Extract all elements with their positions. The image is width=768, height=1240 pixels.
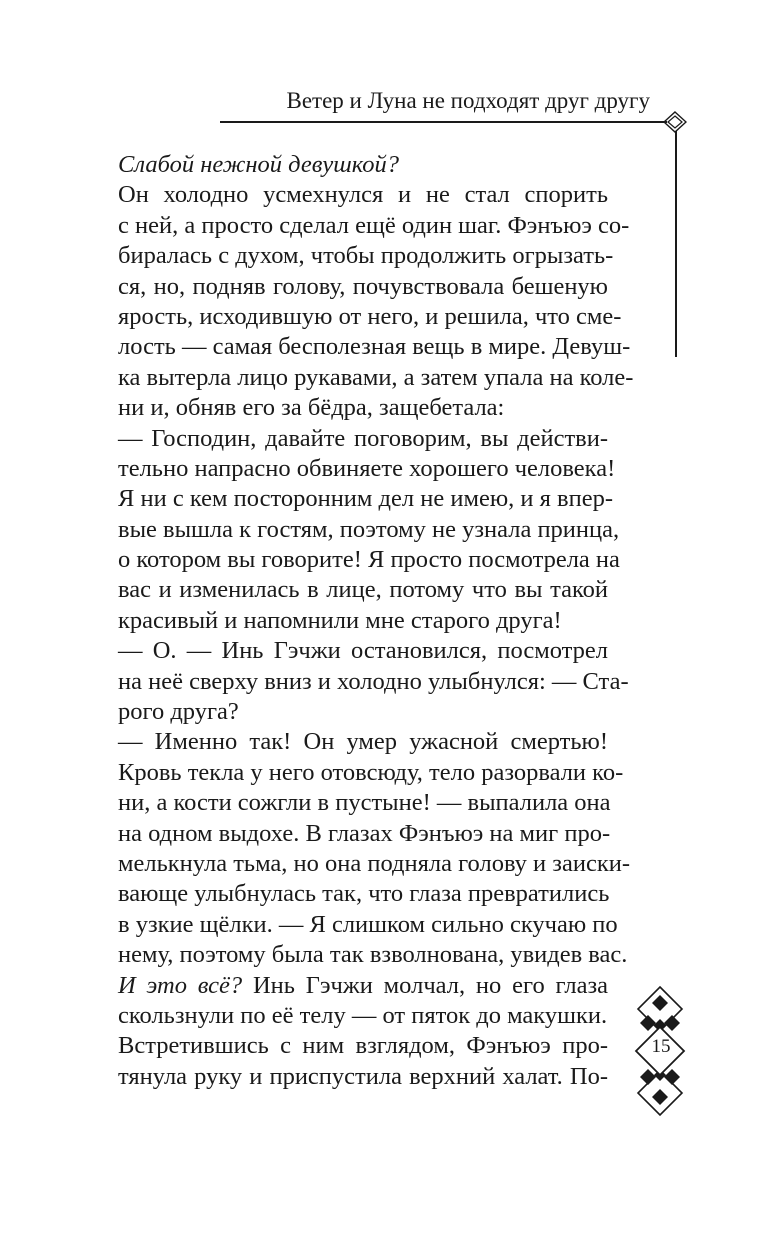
corner-diamond-ornament [663,111,687,133]
text-line: тянула руку и приспустила верхний халат. По- [118,1062,608,1090]
text-line: — Именно так! Он умер ужасной смертью! [118,728,608,756]
side-rule [675,131,677,357]
text-line: ся, но, подняв голову, почувствовала бешеную [118,272,608,300]
page-body-text [118,150,634,1092]
text-line: — Господин, давайте поговорим, вы действи- [118,424,608,452]
text-line: вые вышла к гостям, поэтому не узнала принца, [118,515,620,543]
text-line: вас и изменилась в лице, потому что вы такой [118,576,608,604]
text-line: лость — самая бесполезная вещь в мире. Девуш- [118,333,631,361]
page-number: 15 [651,1036,671,1057]
text-line: нему, поэтому была так взволнована, увидев вас. [118,941,628,969]
text-line: скользнули по её телу — от пяток до макушки. [118,1001,608,1029]
line-text: Инь Гэчжи молчал, но его глаза [242,971,608,999]
italic-phrase: И это всё? [118,971,243,999]
running-header-title: Ветер и Луна не подходят друг другу [286,88,650,113]
text-line: Кровь текла у него отовсюду, тело разорвали ко- [118,758,624,786]
text-line: с ней, а просто сделал ещё один шаг. Фэнъюэ со- [118,211,630,239]
text-line: ярость, исходившую от него, и решила, что сме- [118,302,622,330]
text-line [118,971,608,1001]
text-line: ни, а кости сожгли в пустыне! — выпалила она [118,789,611,817]
text-line: Я ни с кем посторонним дел не имею, и я впер- [118,485,613,513]
text-line: о котором вы говорите! Я просто посмотрела на [118,546,620,574]
text-line: Встретившись с ним взглядом, Фэнъюэ про- [118,1032,608,1060]
text-line: рого друга? [118,698,239,726]
header-rule [220,121,667,123]
text-line: ни и, обняв его за бёдра, защебетала: [118,394,505,422]
text-line: на одном выдохе. В глазах Фэнъюэ на миг про- [118,819,611,847]
text-line: вающе улыбнулась так, что глаза превратились [118,880,610,908]
text-line: Он холодно усмехнулся и не стал спорить [118,181,608,209]
text-line: — О. — Инь Гэчжи остановился, посмотрел [118,637,608,665]
text-line: тельно напрасно обвиняете хорошего человека! [118,454,616,482]
text-line: на неё сверху вниз и холодно улыбнулся: — Ста- [118,667,629,695]
text-line: биралась с духом, чтобы продолжить огрызать- [118,242,614,270]
text-line: красивый и напомнили мне старого друга! [118,606,562,634]
text-line: мелькнула тьма, но она подняла голову и заиски- [118,849,630,877]
text-line: Слабой нежной девушкой? [118,151,400,178]
text-line: ка вытерла лицо рукавами, а затем упала на коле- [118,363,634,391]
text-line: в узкие щёлки. — Я слишком сильно скучаю по [118,910,618,938]
